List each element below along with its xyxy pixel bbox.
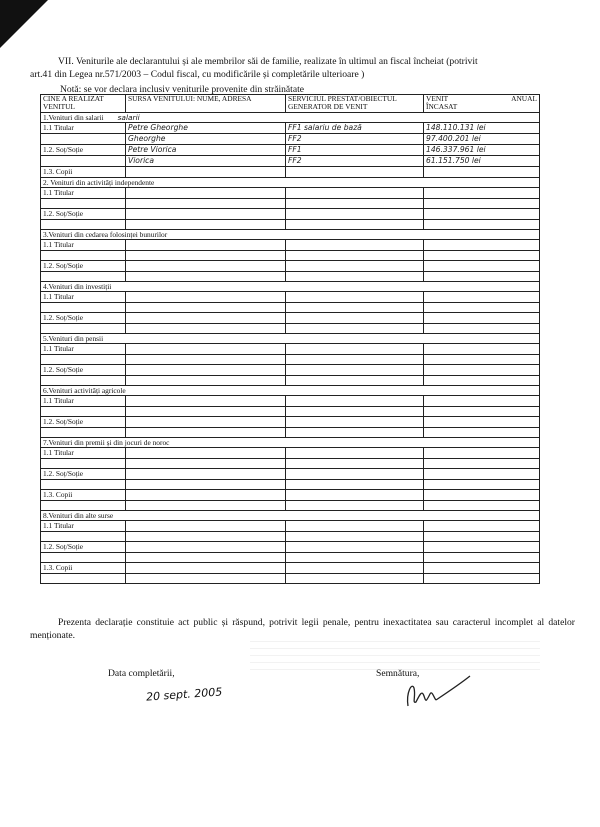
blank-cell bbox=[126, 324, 286, 334]
blank-cell bbox=[126, 220, 286, 230]
blank-row bbox=[41, 553, 540, 563]
income-source: Petre Gheorghe bbox=[126, 123, 286, 134]
section-row bbox=[41, 511, 540, 521]
section-row bbox=[41, 282, 540, 292]
income-service bbox=[286, 448, 424, 459]
income-source: Petre Viorica bbox=[126, 145, 286, 156]
section-row bbox=[41, 113, 540, 123]
blank-cell bbox=[286, 324, 424, 334]
header-venit: VENIT ANUAL ÎNCASAT bbox=[424, 95, 540, 113]
blank-cell bbox=[424, 459, 540, 469]
blank-row bbox=[41, 376, 540, 386]
table-row bbox=[41, 292, 540, 303]
date-label: Data completării, bbox=[108, 668, 175, 679]
income-service bbox=[286, 188, 424, 199]
blank-cell bbox=[286, 501, 424, 511]
income-service: FF2 bbox=[286, 156, 424, 167]
blank-cell bbox=[126, 407, 286, 417]
income-service: FF2 bbox=[286, 134, 424, 145]
income-service bbox=[286, 542, 424, 553]
table-row bbox=[41, 240, 540, 251]
table-row bbox=[41, 134, 540, 145]
section-title: 5.Venituri din pensii bbox=[41, 334, 540, 344]
blank-cell bbox=[286, 480, 424, 490]
table-row bbox=[41, 490, 540, 501]
blank-cell bbox=[41, 574, 126, 584]
blank-cell bbox=[286, 428, 424, 438]
blank-cell bbox=[286, 459, 424, 469]
section-vii-heading: VII. Veniturile ale declarantului și ale membrilor săi de familie, realizate în ultimul an fiscal încheiat (potrivit art.41 din Legea nr.571/2003 – Codul fiscal, cu modificările și completările ulterioare ) bbox=[30, 56, 478, 80]
income-source: Gheorghe bbox=[126, 134, 286, 145]
income-service bbox=[286, 563, 424, 574]
blank-cell bbox=[41, 428, 126, 438]
blank-cell bbox=[424, 355, 540, 365]
income-amount: 148.110.131 lei bbox=[424, 123, 540, 134]
blank-cell bbox=[424, 272, 540, 282]
blank-cell bbox=[286, 220, 424, 230]
income-amount: 146.337.961 lei bbox=[424, 145, 540, 156]
blank-cell bbox=[41, 220, 126, 230]
income-service bbox=[286, 417, 424, 428]
row-label: 1.2. Soț/Soție bbox=[41, 417, 126, 428]
row-label: 1.2. Soț/Soție bbox=[41, 313, 126, 324]
income-source bbox=[126, 188, 286, 199]
blank-cell bbox=[286, 376, 424, 386]
blank-cell bbox=[286, 407, 424, 417]
table-header-row bbox=[41, 95, 540, 113]
income-amount bbox=[424, 261, 540, 272]
income-amount bbox=[424, 396, 540, 407]
table-row bbox=[41, 521, 540, 532]
table-row bbox=[41, 563, 540, 574]
income-amount bbox=[424, 417, 540, 428]
blank-cell bbox=[126, 532, 286, 542]
blank-cell bbox=[126, 501, 286, 511]
table-row bbox=[41, 396, 540, 407]
table-row bbox=[41, 209, 540, 220]
income-source bbox=[126, 292, 286, 303]
table-row bbox=[41, 469, 540, 480]
blank-row bbox=[41, 480, 540, 490]
income-amount: 97.400.201 lei bbox=[424, 134, 540, 145]
blank-cell bbox=[41, 501, 126, 511]
row-label: 1.3. Copii bbox=[41, 490, 126, 501]
table-row bbox=[41, 448, 540, 459]
handwritten-signature bbox=[402, 672, 474, 712]
blank-cell bbox=[424, 199, 540, 209]
income-service bbox=[286, 344, 424, 355]
blank-row bbox=[41, 574, 540, 584]
income-source: Viorica bbox=[126, 156, 286, 167]
blank-row bbox=[41, 501, 540, 511]
blank-cell bbox=[424, 376, 540, 386]
blank-cell bbox=[424, 303, 540, 313]
income-amount bbox=[424, 292, 540, 303]
income-service bbox=[286, 240, 424, 251]
public-act-statement: Prezenta declarație constituie act public și răspund, potrivit legii penale, pentru inexactitatea sau caracterul incomplet al datelor menționate. bbox=[30, 617, 575, 641]
section-row bbox=[41, 334, 540, 344]
section-title: 8.Venituri din alte surse bbox=[41, 511, 540, 521]
income-amount bbox=[424, 209, 540, 220]
income-source bbox=[126, 261, 286, 272]
header-sursa: SURSA VENITULUI: NUME, ADRESA bbox=[126, 95, 286, 113]
row-label bbox=[41, 134, 126, 145]
blank-cell bbox=[41, 376, 126, 386]
row-label: 1.2. Soț/Soție bbox=[41, 365, 126, 376]
blank-cell bbox=[126, 480, 286, 490]
row-label: 1.1 Titular bbox=[41, 344, 126, 355]
blank-cell bbox=[126, 303, 286, 313]
income-source bbox=[126, 396, 286, 407]
row-label: 1.1 Titular bbox=[41, 521, 126, 532]
section-row bbox=[41, 386, 540, 396]
income-service bbox=[286, 292, 424, 303]
income-table bbox=[40, 94, 540, 584]
blank-cell bbox=[41, 532, 126, 542]
section-title: 7.Venituri din premii și din jocuri de noroc bbox=[41, 438, 540, 448]
signature-label: Semnătura, bbox=[376, 668, 420, 679]
blank-cell bbox=[424, 532, 540, 542]
table-row bbox=[41, 188, 540, 199]
blank-row bbox=[41, 355, 540, 365]
header-cine: CINE A REALIZAT VENITUL bbox=[41, 95, 126, 113]
table-row bbox=[41, 145, 540, 156]
table-row bbox=[41, 156, 540, 167]
income-source bbox=[126, 521, 286, 532]
handwritten-section-note: salarii bbox=[117, 113, 140, 122]
income-amount bbox=[424, 563, 540, 574]
row-label: 1.2. Soț/Soție bbox=[41, 145, 126, 156]
blank-cell bbox=[424, 553, 540, 563]
income-service bbox=[286, 167, 424, 178]
blank-cell bbox=[424, 407, 540, 417]
blank-cell bbox=[286, 553, 424, 563]
blank-row bbox=[41, 324, 540, 334]
blank-cell bbox=[424, 501, 540, 511]
row-label: 1.1 Titular bbox=[41, 396, 126, 407]
blank-cell bbox=[126, 428, 286, 438]
table-row bbox=[41, 365, 540, 376]
blank-cell bbox=[41, 459, 126, 469]
income-amount bbox=[424, 521, 540, 532]
blank-row bbox=[41, 459, 540, 469]
table-row bbox=[41, 313, 540, 324]
blank-cell bbox=[424, 480, 540, 490]
blank-cell bbox=[286, 303, 424, 313]
blank-cell bbox=[41, 355, 126, 365]
blank-cell bbox=[41, 407, 126, 417]
scan-corner-shadow bbox=[0, 0, 48, 48]
blank-row bbox=[41, 220, 540, 230]
section-row bbox=[41, 230, 540, 240]
blank-cell bbox=[286, 532, 424, 542]
blank-row bbox=[41, 303, 540, 313]
blank-cell bbox=[126, 199, 286, 209]
row-label: 1.1 Titular bbox=[41, 292, 126, 303]
row-label: 1.1 Titular bbox=[41, 123, 126, 134]
income-service bbox=[286, 396, 424, 407]
row-label: 1.2. Soț/Soție bbox=[41, 469, 126, 480]
blank-cell bbox=[424, 428, 540, 438]
income-amount bbox=[424, 188, 540, 199]
income-amount bbox=[424, 344, 540, 355]
section-row bbox=[41, 178, 540, 188]
blank-cell bbox=[286, 574, 424, 584]
income-service bbox=[286, 469, 424, 480]
income-source bbox=[126, 365, 286, 376]
row-label: 1.1 Titular bbox=[41, 188, 126, 199]
table-row bbox=[41, 542, 540, 553]
income-amount bbox=[424, 448, 540, 459]
row-label: 1.1 Titular bbox=[41, 240, 126, 251]
blank-cell bbox=[126, 355, 286, 365]
income-amount: 61.151.750 lei bbox=[424, 156, 540, 167]
blank-cell bbox=[126, 553, 286, 563]
income-service bbox=[286, 521, 424, 532]
income-service: FF1 salariu de bază bbox=[286, 123, 424, 134]
section-title: 6.Venituri activități agricole bbox=[41, 386, 540, 396]
blank-cell bbox=[41, 199, 126, 209]
blank-row bbox=[41, 272, 540, 282]
income-amount bbox=[424, 469, 540, 480]
income-source bbox=[126, 313, 286, 324]
table-row bbox=[41, 167, 540, 178]
blank-cell bbox=[424, 251, 540, 261]
blank-cell bbox=[126, 459, 286, 469]
income-source bbox=[126, 563, 286, 574]
income-amount bbox=[424, 365, 540, 376]
income-source bbox=[126, 448, 286, 459]
row-label: 1.2. Soț/Soție bbox=[41, 209, 126, 220]
row-label bbox=[41, 156, 126, 167]
blank-row bbox=[41, 532, 540, 542]
section-title: 1.Venituri din salarii salarii bbox=[41, 113, 540, 123]
row-label: 1.3. Copii bbox=[41, 167, 126, 178]
income-amount bbox=[424, 167, 540, 178]
income-service bbox=[286, 490, 424, 501]
income-service bbox=[286, 261, 424, 272]
income-service bbox=[286, 313, 424, 324]
income-amount bbox=[424, 542, 540, 553]
blank-row bbox=[41, 428, 540, 438]
table-row bbox=[41, 344, 540, 355]
row-label: 1.3. Copii bbox=[41, 563, 126, 574]
row-label: 1.2. Soț/Soție bbox=[41, 542, 126, 553]
blank-cell bbox=[286, 355, 424, 365]
blank-row bbox=[41, 251, 540, 261]
section-title: 2. Venituri din activități independente bbox=[41, 178, 540, 188]
income-source bbox=[126, 469, 286, 480]
blank-cell bbox=[41, 251, 126, 261]
blank-cell bbox=[41, 272, 126, 282]
blank-cell bbox=[41, 553, 126, 563]
blank-cell bbox=[126, 574, 286, 584]
blank-cell bbox=[41, 480, 126, 490]
blank-cell bbox=[126, 376, 286, 386]
blank-cell bbox=[286, 251, 424, 261]
blank-cell bbox=[41, 303, 126, 313]
blank-cell bbox=[286, 272, 424, 282]
blank-cell bbox=[424, 324, 540, 334]
income-amount bbox=[424, 313, 540, 324]
income-source bbox=[126, 542, 286, 553]
blank-cell bbox=[126, 272, 286, 282]
blank-cell bbox=[424, 220, 540, 230]
handwritten-date: 20 sept. 2005 bbox=[145, 685, 223, 704]
income-source bbox=[126, 167, 286, 178]
blank-row bbox=[41, 407, 540, 417]
table-row bbox=[41, 261, 540, 272]
section-title: 4.Venituri din investiții bbox=[41, 282, 540, 292]
blank-row bbox=[41, 199, 540, 209]
income-amount bbox=[424, 240, 540, 251]
faint-bleed-through bbox=[250, 640, 540, 670]
income-amount bbox=[424, 490, 540, 501]
income-service bbox=[286, 365, 424, 376]
income-source bbox=[126, 490, 286, 501]
foreign-income-note: Notă: se vor declara inclusiv veniturile provenite din străinătate bbox=[60, 84, 305, 95]
blank-cell bbox=[41, 324, 126, 334]
income-source bbox=[126, 240, 286, 251]
income-source bbox=[126, 209, 286, 220]
blank-cell bbox=[424, 574, 540, 584]
table-row bbox=[41, 123, 540, 134]
section-row bbox=[41, 438, 540, 448]
blank-cell bbox=[126, 251, 286, 261]
income-source bbox=[126, 417, 286, 428]
table-row bbox=[41, 417, 540, 428]
income-service: FF1 bbox=[286, 145, 424, 156]
income-service bbox=[286, 209, 424, 220]
blank-cell bbox=[286, 199, 424, 209]
income-source bbox=[126, 344, 286, 355]
row-label: 1.1 Titular bbox=[41, 448, 126, 459]
header-serviciu: SERVICIUL PRESTAT/OBIECTUL GENERATOR DE VENIT bbox=[286, 95, 424, 113]
row-label: 1.2. Soț/Soție bbox=[41, 261, 126, 272]
section-title: 3.Venituri din cedarea folosinței bunurilor bbox=[41, 230, 540, 240]
